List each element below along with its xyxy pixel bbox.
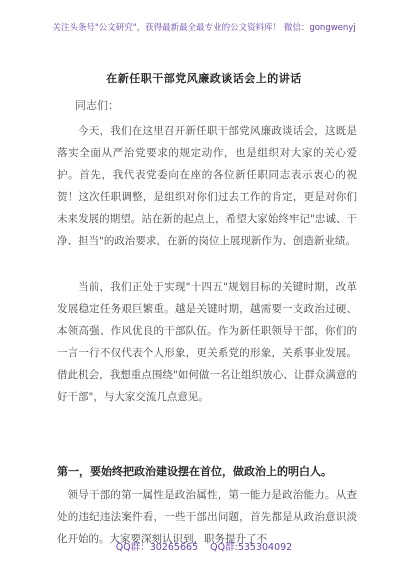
paragraph-section-one: 领导干部的第一属性是政治属性，第一能力是政治能力。从查处的违纪违法案件看，一些干部出问题，首先都是从政治意识淡化开始的。大家要深刻认识到，职务提升了不 [57, 489, 357, 545]
document-title: 在新任职干部党风廉政谈话会上的讲话 [106, 72, 302, 85]
footer-contact [0, 539, 408, 553]
section-heading: 第一，要始终把政治建设摆在首位，做政治上的明白人。 [57, 465, 332, 478]
salutation: 同志们： [75, 99, 119, 112]
header-notice: 关注头条号"公文研究"，获得最新最全最专业的公文资料库！ 微信：gongwenyj [52, 23, 356, 33]
paragraph-context: 当前，我们正处于实现"十四五"规划目标的关键时期，改革发展稳定任务艰巨繁重。越是关键时期，越需要一支政治过硬、本领高强、作风优良的干部队伍。作为新任职领导干部，你们的一言一行不仅代表个人形象，更关系党的形象，关系事业发展。借此机会，我想重点围绕"如何做一名让组织放心、让群众满意的好干部"，与大家交流几点意见。 [57, 281, 357, 403]
footer-qq-group-1: QQ群：30265665 [115, 542, 199, 553]
footer-qq-group-2: QQ群:535304092 [210, 542, 293, 553]
paragraph-intro: 今天，我们在这里召开新任职干部党风廉政谈话会，这既是落实全面从严治党要求的规定动作，也是组织对大家的关心爱护。首先，我代表党委向在座的各位新任职同志表示衷心的祝贺！这次任职调整，是组织对你们过去工作的肯定，更是对你们未来发展的期望。站在新的起点上，希望大家始终牢记"忠诚、干净、担当"的政治要求，在新的岗位上展现新作为、创造新业绩。 [57, 125, 357, 247]
